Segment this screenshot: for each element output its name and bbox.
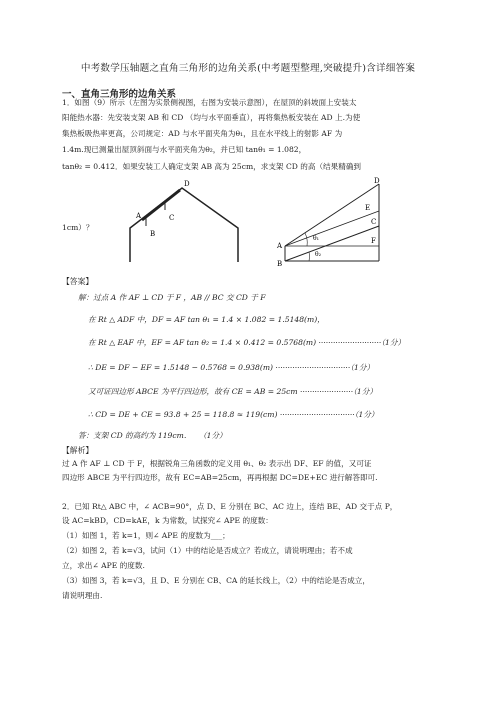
q1-line-1: 1．如图（9）所示（左图为实景侧视图，右图为安装示意图），在屋顶的斜坡面上安装太 [62,98,357,107]
fig-right-label-theta2: θ₂ [315,251,322,258]
q1-line-5: tanθ₂ = 0.412．如果安装工人确定支架 AB 高为 25cm，求支架 CD 的高（结果精确到 [62,162,362,171]
solution-line-1: 解：过点 A 作 AF ⊥ CD 于 F ，AB // BC 交 CD 于 F [78,293,266,302]
analysis-tag: 【解析】 [62,446,94,455]
fig-right-label-E: E [365,204,371,212]
fig-right-label-A: A [277,242,283,250]
q1-line-2: 阳能热水器：先安装支架 AB 和 CD （均与水平面垂直），再将集热板安装在 AD 上.为使 [62,113,361,122]
q1-line-end: 1cm）？ [62,223,94,232]
fig-right-label-C: C [371,218,377,226]
q1-line-4: 1.4m.现已测量出屋顶斜面与水平面夹角为θ₂，并已知 tanθ₁ = 1.082， [62,145,307,154]
fig-left-label-D: D [184,180,190,188]
fig-left-label-C: C [169,214,175,222]
fig-left-label-B: B [150,230,156,238]
solution-line-5: 又可证四边形 ABCE 为平行四边形，故有 CE = AB = 25cm ······················（1分） [88,387,377,396]
section-heading: 一、直角三角形的边角关系 [62,89,177,100]
analysis-line-2: 四边形 ABCE 为平行四边形，故有 EC=AB=25cm，再再根据 DC=DE+EC 进行解答即可. [62,473,378,482]
q2-line-5: 立，求出∠ APE 的度数. [62,561,145,570]
solution-line-4: ∴ DE = DF − EF = 1.5148 − 0.5768 = 0.938(m) ·······························（1分） [88,363,375,372]
q1-line-3: 集热板吸热率更高，公司规定：AD 与水平面夹角为θ₁，且在水平线上的射影 AF 为 [62,129,343,138]
fig-right-label-B: B [277,260,283,268]
solution-conclusion: 答：支架 CD 的高约为 119cm． （1分） [78,431,227,440]
q2-line-4: （2）如图 2，若 k=√3，试问（1）中的结论是否成立？若成立，请说明理由；若不成 [62,546,353,555]
figure-left-house [120,178,245,263]
fig-right-label-theta1: θ₁ [313,235,320,242]
q2-line-7: 请说明理由. [62,591,103,600]
fig-right-label-F: F [371,237,376,245]
analysis-line-1: 过 A 作 AF ⊥ CD 于 F，根据锐角三角函数的定义用 θ₁、θ₂ 表示出 DF、EF 的值，又可证 [62,459,372,468]
q2-line-6: （3）如图 3，若 k=√3，且 D、E 分别在 CB、CA 的延长线上，（2）中的结论是否成立， [62,576,370,585]
solution-line-3: 在 Rt △ EAF 中，EF = AF tan θ₂ = 1.4 × 0.412 = 0.5768(m) ··························（1分） [88,338,406,347]
solution-line-2: 在 Rt △ ADF 中，DF = AF tan θ₁ = 1.4 × 1.082 = 1.5148(m)， [88,315,325,324]
solution-line-6: ∴ CD = DE + CE = 93.8 + 25 = 118.8 ≈ 119(cm) ·······························（1分） [88,410,379,419]
document-title: 中考数学压轴题之直角三角形的边角关系(中考题型整理,突破提升)含详细答案 [80,63,416,74]
answer-tag: 【答案】 [62,277,94,286]
fig-left-label-A: A [136,212,142,220]
q2-line-3: （1）如图 1，若 k=1，则∠ APE 的度数为___； [62,531,230,540]
q2-line-2: 设 AC=kBD，CD=kAE，k 为常数，试探究∠ APE 的度数： [62,516,273,525]
figure-right-diagram [275,176,385,274]
q2-line-1: 2．已知 Rt△ ABC 中，∠ ACB=90°，点 D、E 分别在 BC、AC 边上，连结 BE、AD 交于点 P， [62,502,398,511]
fig-right-label-D: D [374,177,380,185]
